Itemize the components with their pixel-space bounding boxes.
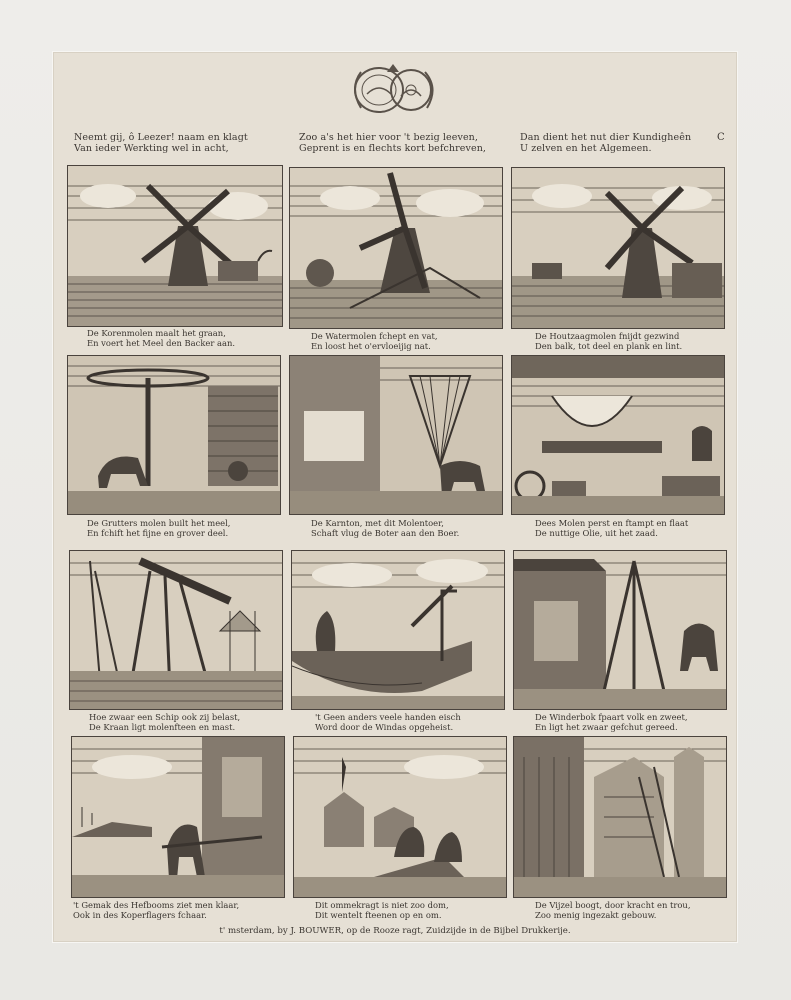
caption-line: De nuttige Olie, uit het zaad. [535, 528, 658, 538]
caption-line: En voert het Meel den Backer aan. [87, 338, 236, 348]
imprint-footer: t' msterdam, by J. BOUWER, op de Rooze ragt, Zuidzijde in de Bijbel Drukkerije. [219, 926, 571, 936]
caption-line: Zoo menig ingezakt gebouw. [535, 910, 657, 920]
verse-line: Geprent is en flechts kort befchreven, [299, 143, 487, 154]
panel-crane [69, 550, 283, 710]
panel-caption [87, 328, 235, 348]
caption-line: De Grutters molen built het meel, [87, 518, 231, 528]
panel-caption [311, 518, 459, 538]
panel-caption [73, 900, 239, 920]
caption-line: Hoe zwaar een Schip ook zij belast, [89, 712, 241, 722]
verse-left [74, 132, 248, 154]
verse-line: U zelven en het Algemeen. [520, 143, 652, 154]
caption-line: 't Geen anders veele handen eisch [315, 712, 461, 722]
caption-line: Word door de Windas opgeheist. [315, 722, 454, 732]
panel-corn-mill [67, 165, 283, 327]
verse-line: Zoo a's het hier voor 't bezig leeven, [299, 132, 479, 143]
caption-line: De Houtzaagmolen fnijdt gezwind [535, 331, 680, 341]
caption-line: De Watermolen fchept en vat, [311, 331, 438, 341]
print-sheet [53, 52, 737, 942]
panel-water-mill [289, 167, 503, 329]
caption-line: De Winderbok fpaart volk en zweet, [535, 712, 688, 722]
caption-line: De Kraan ligt molenfteen en mast. [89, 722, 236, 732]
caption-line: En loost het o'ervloeijig nat. [311, 341, 431, 351]
panel-sawmill [511, 167, 725, 329]
caption-line: Dit ommekragt is niet zoo dom, [315, 900, 449, 910]
caption-line: Dit wentelt fteenen op en om. [315, 910, 442, 920]
caption-line: Schaft vlug de Boter aan den Boer. [311, 528, 460, 538]
panel-caption [535, 331, 682, 351]
caption-line: De Karnton, met dit Molentoer, [311, 518, 444, 528]
verse-line: Van ieder Werkting wel in acht, [74, 143, 229, 154]
caption-line: 't Gemak des Hefbooms ziet men klaar, [73, 900, 240, 910]
panel-caption [87, 518, 230, 538]
panel-sheers [513, 550, 727, 710]
caption-line: En ligt het zwaar gefchut gereed. [535, 722, 678, 732]
panel-windlass [291, 550, 505, 710]
panel-caption [535, 712, 688, 732]
emblem-icon [343, 58, 443, 118]
panel-churn-mill [289, 355, 503, 515]
panel-stone-turning [293, 736, 507, 898]
verse-right [520, 132, 691, 154]
panel-grutters-mill [67, 355, 281, 515]
verse-line: Neemt gij, ô Leezer! naam en klagt [74, 132, 248, 143]
panel-caption [315, 900, 449, 920]
panel-jack [513, 736, 727, 898]
caption-line: Ook in des Koperflagers fchaar. [73, 910, 207, 920]
caption-line: De Korenmolen maalt het graan, [87, 328, 226, 338]
caption-line: Den balk, tot deel en plank en lint. [535, 341, 683, 351]
caption-line: Dees Molen perst en ftampt en flaat [535, 518, 689, 528]
corner-mark: C [717, 132, 725, 143]
verse-line: Dan dient het nut dier Kundigheên [520, 132, 692, 143]
verse-center [299, 132, 486, 154]
panel-caption [89, 712, 240, 732]
panel-lever [71, 736, 285, 898]
panel-oil-mill [511, 355, 725, 515]
panel-caption [535, 900, 691, 920]
panel-caption [311, 331, 438, 351]
caption-line: De Vijzel boogt, door kracht en trou, [535, 900, 691, 910]
panel-caption [535, 518, 688, 538]
caption-line: En fchift het fijne en grover deel. [87, 528, 229, 538]
panel-caption [315, 712, 461, 732]
